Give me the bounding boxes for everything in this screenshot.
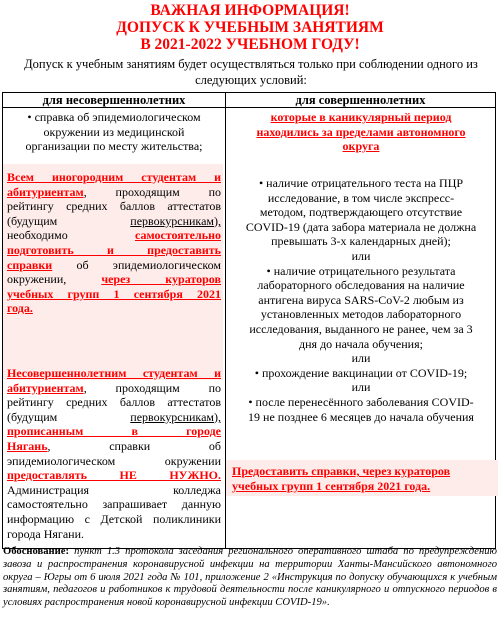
text-line: самостоятельно запрашивает данную	[7, 497, 221, 512]
red-text: года.	[7, 301, 33, 316]
title-line-2: ДОПУСК К УЧЕБНЫМ ЗАНЯТИЯМ	[116, 19, 384, 36]
cell-adults	[226, 108, 496, 549]
text: необходимо	[7, 228, 68, 243]
red-text: через кураторов	[101, 272, 221, 287]
text: , справки об	[47, 438, 221, 453]
red-text: абитуриентам	[7, 184, 84, 199]
text-line: антигена вируса SARS-CoV-2 любым из	[258, 292, 464, 307]
text-line: • наличие отрицательного результата	[266, 263, 456, 278]
text: об эпидемиологическом	[76, 257, 221, 272]
red-text: самостоятельно	[134, 228, 221, 243]
minors-block-3	[7, 366, 221, 541]
text-line: организации по месту жительства;	[25, 139, 203, 154]
text: (будущим	[7, 213, 58, 228]
adults-header-note	[228, 110, 494, 154]
title-line-1: ВАЖНАЯ ИНФОРМАЦИЯ!	[150, 2, 350, 19]
red-text: учебных групп 1 сентября 2021	[7, 286, 221, 301]
text-line: окружении из медицинской	[43, 124, 185, 139]
intro-line-1: Допуск к учебным занятиям будет осуществляться только при соблюдении одного из	[24, 57, 478, 71]
footnote	[3, 546, 497, 610]
red-text: предоставлять НЕ НУЖНО.	[7, 468, 221, 483]
text-line: • прохождение вакцинации от COVID-19;	[254, 365, 468, 380]
col-header-adults: для совершеннолетних	[226, 93, 496, 108]
red-text: находились за пределами автономного	[256, 124, 466, 139]
text-line: эпидемиологическом окружении	[7, 453, 221, 468]
cell-minors	[3, 108, 226, 549]
text: первокурсникам),	[130, 213, 221, 228]
red-text: Предоставить справки, через кураторов	[232, 464, 451, 478]
red-text: прописанным в городе	[7, 424, 221, 439]
red-text: Нягань	[7, 438, 48, 453]
red-text: округа	[342, 139, 380, 154]
red-text: абитуриентам	[7, 380, 84, 395]
minors-block-2	[7, 170, 221, 316]
intro-line-2: следующих условий:	[195, 73, 307, 87]
red-text: учебных групп 1 сентября 2021 года.	[232, 478, 431, 493]
col-header-minors: для несовершеннолетних	[3, 93, 226, 108]
text-line: • справка об эпидемиологическом	[27, 110, 201, 124]
text-line: методом, подтверждающего отсутствие	[259, 205, 463, 220]
adults-submit-note	[232, 464, 494, 493]
text-line: 19 не позднее 6 месяцев до начала обучения	[248, 409, 474, 424]
text-line: информацию с Детской поликлиники	[7, 511, 221, 526]
or-separator: или	[351, 380, 371, 395]
text-line: города Нягани.	[7, 526, 84, 541]
text: (будущим	[7, 409, 58, 424]
title-line-3: В 2021-2022 УЧЕБНОМ ГОДУ!	[140, 36, 360, 53]
text-line: рейтингу средних баллов аттестатов	[7, 395, 221, 410]
text: , проходящим по	[83, 184, 221, 199]
text-line: • после перенесённого заболевания COVID-	[248, 394, 474, 409]
text-line: COVID-19 (дата забора материала не должна	[245, 219, 477, 234]
or-separator: или	[351, 351, 371, 366]
footnote-text: пункт 1.3 протокола заседания регионального оперативного штаба по предупреждению завоза и распространения коронавирусной инфекции на территории Ханты-Мансийского автономного округа – Югры от 6 июля 2021 года № 101, приложение 2 «Инструкция по допуску обучающихся к учебным занятиям, педагогов и работников к трудовой деятельности после каникулярного и отпускного периодов в условиях распространения новой коронавирусной инфекции COVID-19».	[3, 546, 497, 609]
text-line: Администрация колледжа	[7, 482, 221, 497]
text-line: превышать 3-х календарных дней);	[271, 234, 451, 249]
intro-text	[8, 56, 494, 88]
text-line: лабораторного обследования на наличие	[257, 278, 465, 293]
red-text: подготовить и предоставить	[7, 242, 221, 257]
text-line: исследование, в том числе экспресс-	[267, 190, 455, 205]
red-text: Всем иногородним студентам и	[7, 170, 221, 184]
adults-conditions	[228, 176, 494, 424]
text: , проходящим по	[83, 380, 221, 395]
text-line: установленных методов лабораторного	[260, 307, 462, 322]
red-text: Несовершеннолетним студентам и	[7, 366, 221, 380]
text-line: рейтингу средних баллов аттестатов	[7, 199, 221, 214]
conditions-table	[2, 92, 496, 549]
text-line: дня до начала обучения;	[299, 336, 423, 351]
text: окружении,	[7, 272, 67, 287]
red-text: справки	[7, 257, 53, 272]
text-line: исследования, выданного не ранее, чем за 3	[249, 321, 473, 336]
text-line: • наличие отрицательного теста на ПЦР	[258, 176, 464, 190]
red-text: которые в каникулярный период	[270, 110, 452, 124]
minors-block-1	[7, 110, 221, 154]
footnote-label: Обоснование:	[3, 546, 69, 557]
text: первокурсникам),	[130, 409, 221, 424]
or-separator: или	[351, 248, 371, 263]
